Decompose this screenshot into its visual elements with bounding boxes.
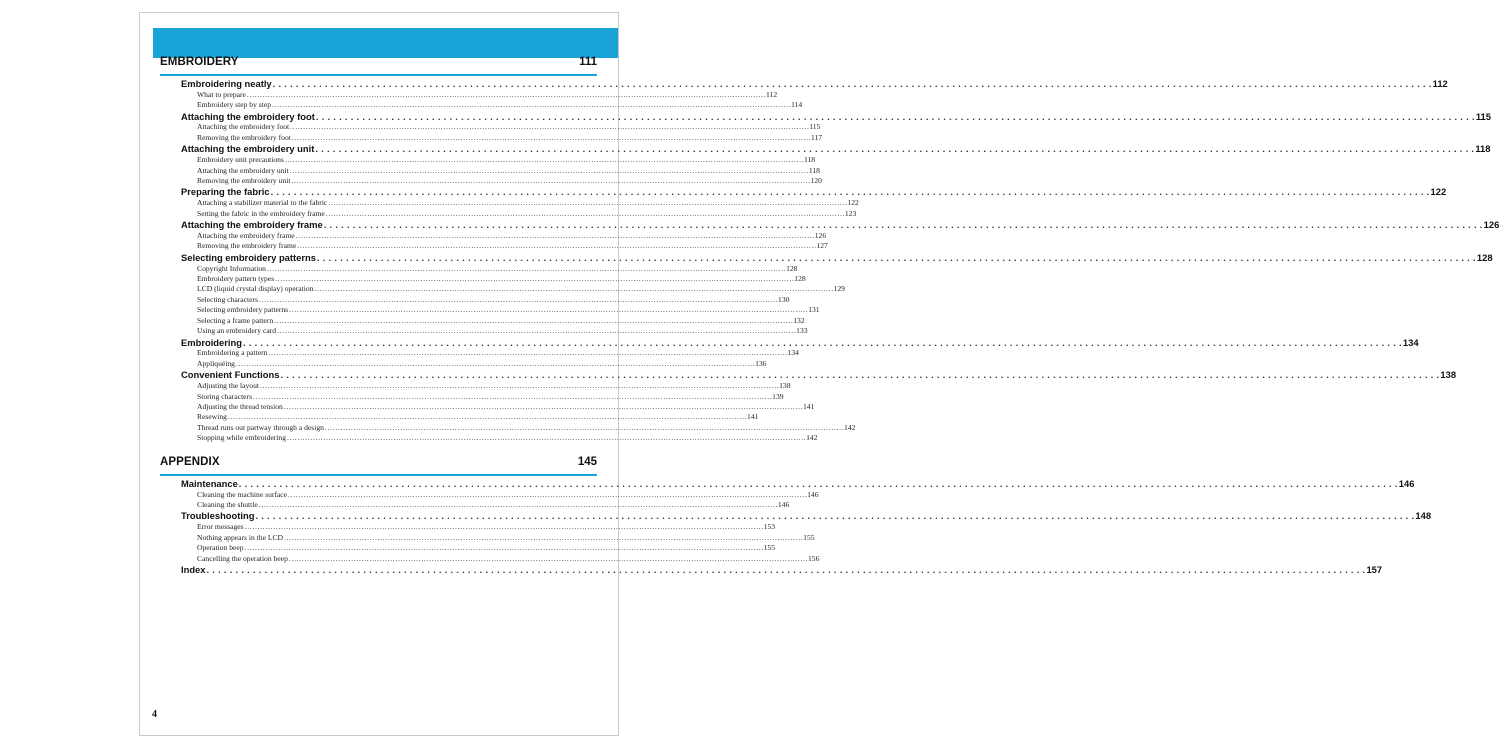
entry-label: Attaching the embroidery frame (181, 219, 323, 231)
entry-page-number: 118 (1475, 143, 1491, 155)
entry-label: Removing the embroidery unit (197, 176, 291, 186)
dot-leader: . . . . . . . . . . . . . . . . . . . . . . . . . . . . . . . . . . . . . . . . . . . . . . . . . . . . . . . . . . . . . . . . . . . . . . . . . . . . . . . . . . . . . . . . . . . . . . . . . . . . . . . . . . . . . . . . . . . . . . . . . . . . . . . . . . . . . . . . . . . . . . . . . . . . . . . . . . . . . . . . . . . . . . . . . . . . . . . . . . . . . . . . . . . . . . . . . . . . . . . . (266, 263, 786, 273)
entry-label: Resewing (197, 412, 227, 422)
entry-label: Embroidering (181, 336, 242, 348)
toc-sub-entry (160, 241, 828, 251)
toc-sub-entry (160, 489, 819, 500)
toc-sub-entry (160, 122, 821, 132)
entry-label: Using an embroidery card (197, 326, 277, 336)
entry-page-number: 136 (755, 358, 767, 368)
entry-page-number: 156 (807, 553, 820, 563)
entry-label: Embroidery pattern types (197, 274, 275, 284)
entry-label: Embroidering a pattern (197, 348, 268, 358)
entry-label: Removing the embroidery frame (197, 241, 297, 251)
entry-page-number: 128 (794, 274, 806, 284)
entry-page-number: 146 (1398, 477, 1415, 489)
dot-leader: . . . . . . . . . . . . . . . . . . . . . . . . . . . . . . . . . . . . . . . . . . . . . . . . . . . . . . . . . . . . . . . . . . . . . . . . . . . . . . . . . . . . . . . . . . . . . . . . . . . . . . . . . . . . . . . . . . . . . . . . . . . . . . . . . . . . . . . . . . . . . . . . . . . . . . . . . . . . . . . . . . . . . . . . . . . . . . . . . . . . . . . . . . . . . . . . . . . . . . . . (268, 348, 787, 358)
dot-leader: . . . . . . . . . . . . . . . . . . . . . . . . . . . . . . . . . . . . . . . . . . . . . . . . . . . . . . . . . . . . . . . . . . . . . . . . . . . . . . . . . . . . . . . . . . . . . . . . . . . . . . . . . . . . . . . . . . . . . . . . . . . . . . . . . . . . . . . . . . . . . . . . . . . . . . . . . . . . . . . . . . . . . . . . . . . . . . . . . . . . . . . . . . . . . . . . . . . . . . . . (323, 219, 1483, 231)
entry-label: LCD (liquid crystal display) operation (197, 284, 314, 294)
entry-label: Attaching the embroidery foot (181, 110, 315, 122)
toc-main-entry (160, 78, 1448, 90)
toc-sub-entry (160, 165, 820, 176)
section-page-number: 111 (579, 56, 597, 68)
entry-label: Maintenance (181, 477, 238, 489)
entry-page-number: 122 (1430, 186, 1447, 198)
entry-page-number: 153 (763, 522, 776, 532)
toc-main-entry (160, 336, 1419, 349)
dot-leader: . . . . . . . . . . . . . . . . . . . . . . . . . . . . . . . . . . . . . . . . . . . . . . . . . . . . . . . . . . . . . . . . . . . . . . . . . . . . . . . . . . . . . . . . . . . . . . . . . . . . . . . . . . . . . . . . . . . . . . . . . . . . . . . . . . . . . . . . . . . . . . . . . . . . . . . . . . . . . . . . . . . . . . . . . . . . . . . . . . . . . . . . . . . . . . . . . . . . . . . . (255, 510, 1415, 522)
entry-label: Removing the embroidery foot (197, 132, 291, 142)
entry-label: Cancelling the operation beep (197, 553, 288, 563)
entry-page-number: 142 (844, 422, 856, 432)
entry-label: Appliquéing (197, 358, 235, 368)
entry-page-number: 123 (844, 208, 857, 218)
toc-sub-entry (160, 433, 818, 443)
section-title: APPENDIX (160, 455, 220, 468)
entry-label: Index (181, 563, 206, 575)
entry-page-number: 114 (791, 100, 803, 110)
dot-leader: . . . . . . . . . . . . . . . . . . . . . . . . . . . . . . . . . . . . . . . . . . . . . . . . . . . . . . . . . . . . . . . . . . . . . . . . . . . . . . . . . . . . . . . . . . . . . . . . . . . . . . . . . . . . . . . . . . . . . . . . . . . . . . . . . . . . . . . . . . . . . . . . . . . . . . . . . . . . . . . . . . . . . . . . . . . . . . . . . . . . . . . . . . . . . . . . . . . . . . . . (316, 251, 1476, 263)
entry-label: Attaching the embroidery frame (197, 230, 295, 240)
toc-main-entry (160, 563, 1383, 576)
dot-leader: . . . . . . . . . . . . . . . . . . . . . . . . . . . . . . . . . . . . . . . . . . . . . . . . . . . . . . . . . . . . . . . . . . . . . . . . . . . . . . . . . . . . . . . . . . . . . . . . . . . . . . . . . . . . . . . . . . . . . . . . . . . . . . . . . . . . . . . . . . . . . . . . . . . . . . . . . . . . . . . . . . . . . . . . . . . . . . . . . . . . . . . . . . . . . . . . . . . . . . . . (314, 284, 833, 294)
entry-label: Selecting a frame pattern (197, 315, 274, 325)
entry-page-number: 148 (1415, 510, 1432, 522)
dot-leader: . . . . . . . . . . . . . . . . . . . . . . . . . . . . . . . . . . . . . . . . . . . . . . . . . . . . . . . . . . . . . . . . . . . . . . . . . . . . . . . . . . . . . . . . . . . . . . . . . . . . . . . . . . . . . . . . . . . . . . . . . . . . . . . . . . . . . . . . . . . . . . . . . . . . . . . . . . . . . . . . . . . . . . . . . . . . . . . . . . . . . . . . . . . . . . . . . . . . . . . . (238, 477, 1398, 489)
entry-page-number: 146 (807, 489, 819, 499)
dot-leader: . . . . . . . . . . . . . . . . . . . . . . . . . . . . . . . . . . . . . . . . . . . . . . . . . . . . . . . . . . . . . . . . . . . . . . . . . . . . . . . . . . . . . . . . . . . . . . . . . . . . . . . . . . . . . . . . . . . . . . . . . . . . . . . . . . . . . . . . . . . . . . . . . . . . . . . . . . . . . . . . . . . . . . . . . . . . . . . . . . . . . . . . . . . . . . . . . . . . . . . . (242, 336, 1402, 348)
entry-label: Stopping while embroidering (197, 433, 287, 443)
entry-page-number: 115 (1475, 110, 1491, 122)
entry-page-number: 128 (1476, 251, 1493, 263)
toc-main-entry (160, 219, 1499, 231)
toc-sub-entry (160, 89, 778, 100)
entry-label: Adjusting the layout (197, 381, 260, 391)
entry-label: What to prepare (197, 89, 246, 99)
toc-sub-entry (160, 208, 857, 219)
entry-label: Selecting characters (197, 294, 258, 304)
dot-leader: . . . . . . . . . . . . . . . . . . . . . . . . . . . . . . . . . . . . . . . . . . . . . . . . . . . . . . . . . . . . . . . . . . . . . . . . . . . . . . . . . . . . . . . . . . . . . . . . . . . . . . . . . . . . . . . . . . . . . . . . . . . . . . . . . . . . . . . . . . . . . . . . . . . . . . . . . . . . . . . . . . . . . . . . . . . . . . . . . . . . . . . . . . . . . . . . . . . . . . . . (289, 305, 808, 315)
entry-label: Convenient Functions (181, 369, 280, 381)
dot-leader: . . . . . . . . . . . . . . . . . . . . . . . . . . . . . . . . . . . . . . . . . . . . . . . . . . . . . . . . . . . . . . . . . . . . . . . . . . . . . . . . . . . . . . . . . . . . . . . . . . . . . . . . . . . . . . . . . . . . . . . . . . . . . . . . . . . . . . . . . . . . . . . . . . . . . . . . . . . . . . . . . . . . . . . . . . . . . . . . . . . . . . . . . . . . . . . . . . . . . . . . (287, 433, 806, 443)
dot-leader: . . . . . . . . . . . . . . . . . . . . . . . . . . . . . . . . . . . . . . . . . . . . . . . . . . . . . . . . . . . . . . . . . . . . . . . . . . . . . . . . . . . . . . . . . . . . . . . . . . . . . . . . . . . . . . . . . . . . . . . . . . . . . . . . . . . . . . . . . . . . . . . . . . . . . . . . . . . . . . . . . . . . . . . . . . . . . . . . . . . . . . . . . . . . . . . . . . . . . . . . (325, 208, 844, 218)
entry-label: Selecting embroidery patterns (197, 305, 289, 315)
entry-page-number: 155 (803, 532, 815, 542)
entry-label: Cleaning the machine surface (197, 489, 288, 499)
dot-leader: . . . . . . . . . . . . . . . . . . . . . . . . . . . . . . . . . . . . . . . . . . . . . . . . . . . . . . . . . . . . . . . . . . . . . . . . . . . . . . . . . . . . . . . . . . . . . . . . . . . . . . . . . . . . . . . . . . . . . . . . . . . . . . . . . . . . . . . . . . . . . . . . . . . . . . . . . . . . . . . . . . . . . . . . . . . . . . . . . . . . . . . . . . . . . . . . . . . . . . . . (258, 499, 777, 509)
header-color-bar (153, 28, 618, 58)
entry-page-number: 134 (787, 348, 799, 358)
entry-page-number: 134 (1402, 336, 1419, 348)
entry-page-number: 131 (808, 305, 820, 315)
entry-label: Preparing the fabric (181, 186, 270, 198)
dot-leader: . . . . . . . . . . . . . . . . . . . . . . . . . . . . . . . . . . . . . . . . . . . . . . . . . . . . . . . . . . . . . . . . . . . . . . . . . . . . . . . . . . . . . . . . . . . . . . . . . . . . . . . . . . . . . . . . . . . . . . . . . . . . . . . . . . . . . . . . . . . . . . . . . . . . . . . . . . . . . . . . . . . . . . . . . . . . . . . . . . . . . . . . . . . . . . . . . . . . . . . . (280, 369, 1440, 381)
entry-label: Nothing appears in the LCD (197, 532, 284, 542)
toc-sub-entry (160, 100, 803, 110)
entry-page-number: 126 (1483, 219, 1499, 231)
entry-label: Thread runs out partway through a design (197, 422, 324, 432)
entry-page-number: 139 (772, 391, 784, 401)
entry-page-number: 112 (766, 89, 778, 99)
toc-main-entry (160, 110, 1491, 123)
section-heading (160, 456, 597, 474)
entry-page-number: 117 (810, 132, 823, 142)
entry-label: Error messages (197, 522, 244, 532)
entry-label: Embroidery step by step (197, 100, 272, 110)
entry-label: Troubleshooting (181, 510, 255, 522)
toc-sub-entry (160, 315, 805, 326)
entry-label: Operation beep (197, 543, 244, 553)
manual-page (139, 12, 1499, 736)
toc-main-entry (160, 369, 1457, 381)
toc-sub-entry (160, 176, 822, 186)
entry-page-number: 118 (808, 165, 820, 175)
dot-leader: . . . . . . . . . . . . . . . . . . . . . . . . . . . . . . . . . . . . . . . . . . . . . . . . . . . . . . . . . . . . . . . . . . . . . . . . . . . . . . . . . . . . . . . . . . . . . . . . . . . . . . . . . . . . . . . . . . . . . . . . . . . . . . . . . . . . . . . . . . . . . . . . . . . . . . . . . . . . . . . . . . . . . . . . . . . . . . . . . . . . . . . . . . . . . . . . . . . . . . . . (295, 230, 814, 240)
toc-sub-entry (160, 294, 790, 305)
toc-sub-entry (160, 230, 827, 241)
toc-main-entry (160, 477, 1415, 490)
entry-label: Storing characters (197, 391, 253, 401)
dot-leader: . . . . . . . . . . . . . . . . . . . . . . . . . . . . . . . . . . . . . . . . . . . . . . . . . . . . . . . . . . . . . . . . . . . . . . . . . . . . . . . . . . . . . . . . . . . . . . . . . . . . . . . . . . . . . . . . . . . . . . . . . . . . . . . . . . . . . . . . . . . . . . . . . . . . . . . . . . . . . . . . . . . . . . . . . . . . . . . . . . . . . . . . . . . . . . . . . . . . . . . . (283, 402, 802, 411)
toc-sub-entry (160, 263, 798, 274)
dot-leader: . . . . . . . . . . . . . . . . . . . . . . . . . . . . . . . . . . . . . . . . . . . . . . . . . . . . . . . . . . . . . . . . . . . . . . . . . . . . . . . . . . . . . . . . . . . . . . . . . . . . . . . . . . . . . . . . . . . . . . . . . . . . . . . . . . . . . . . . . . . . . . . . . . . . . . . . . . . . . . . . . . . . . . . . . . . . . . . . . . . . . . . . . . . . . . . . . . . . . . . . (270, 186, 1430, 198)
toc-sub-entry (160, 553, 820, 564)
entry-label: Attaching the embroidery unit (181, 143, 315, 155)
dot-leader: . . . . . . . . . . . . . . . . . . . . . . . . . . . . . . . . . . . . . . . . . . . . . . . . . . . . . . . . . . . . . . . . . . . . . . . . . . . . . . . . . . . . . . . . . . . . . . . . . . . . . . . . . . . . . . . . . . . . . . . . . . . . . . . . . . . . . . . . . . . . . . . . . . . . . . . . . . . . . . . . . . . . . . . . . . . . . . . . . . . . . . . . . . . . . . . . . . . . . . . . (258, 294, 778, 304)
entry-label: Embroidery unit precautions (197, 155, 284, 165)
toc-sub-entry (160, 381, 791, 391)
dot-leader: . . . . . . . . . . . . . . . . . . . . . . . . . . . . . . . . . . . . . . . . . . . . . . . . . . . . . . . . . . . . . . . . . . . . . . . . . . . . . . . . . . . . . . . . . . . . . . . . . . . . . . . . . . . . . . . . . . . . . . . . . . . . . . . . . . . . . . . . . . . . . . . . . . . . . . . . . . . . . . . . . . . . . . . . . . . . . . . . . . . . . . . . . . . . . . . . . . . . . . . . (328, 198, 847, 208)
entry-page-number: 141 (802, 402, 815, 411)
entry-page-number: 126 (814, 230, 827, 240)
dot-leader: . . . . . . . . . . . . . . . . . . . . . . . . . . . . . . . . . . . . . . . . . . . . . . . . . . . . . . . . . . . . . . . . . . . . . . . . . . . . . . . . . . . . . . . . . . . . . . . . . . . . . . . . . . . . . . . . . . . . . . . . . . . . . . . . . . . . . . . . . . . . . . . . . . . . . . . . . . . . . . . . . . . . . . . . . . . . . . . . . . . . . . . . . . . . . . . . . . . . . . . . (284, 532, 803, 542)
section-title: EMBROIDERY (160, 56, 239, 68)
entry-page-number: 155 (763, 543, 776, 553)
toc-sub-entry (160, 543, 776, 553)
dot-leader: . . . . . . . . . . . . . . . . . . . . . . . . . . . . . . . . . . . . . . . . . . . . . . . . . . . . . . . . . . . . . . . . . . . . . . . . . . . . . . . . . . . . . . . . . . . . . . . . . . . . . . . . . . . . . . . . . . . . . . . . . . . . . . . . . . . . . . . . . . . . . . . . . . . . . . . . . . . . . . . . . . . . . . . . . . . . . . . . . . . . . . . . . . . . . . . . . . . . . . . . (272, 100, 791, 110)
dot-leader: . . . . . . . . . . . . . . . . . . . . . . . . . . . . . . . . . . . . . . . . . . . . . . . . . . . . . . . . . . . . . . . . . . . . . . . . . . . . . . . . . . . . . . . . . . . . . . . . . . . . . . . . . . . . . . . . . . . . . . . . . . . . . . . . . . . . . . . . . . . . . . . . . . . . . . . . . . . . . . . . . . . . . . . . . . . . . . . . . . . . . . . . . . . . . . . . . . . . . . . . (253, 391, 772, 401)
entry-page-number: 141 (747, 412, 759, 422)
toc-sub-entry (160, 155, 816, 165)
dot-leader: . . . . . . . . . . . . . . . . . . . . . . . . . . . . . . . . . . . . . . . . . . . . . . . . . . . . . . . . . . . . . . . . . . . . . . . . . . . . . . . . . . . . . . . . . . . . . . . . . . . . . . . . . . . . . . . . . . . . . . . . . . . . . . . . . . . . . . . . . . . . . . . . . . . . . . . . . . . . . . . . . . . . . . . . . . . . . . . . . . . . . . . . . . . . . . . . . . . . . . . . (227, 412, 747, 422)
toc-sub-entry (160, 412, 759, 422)
toc-sub-entry (160, 132, 823, 143)
dot-leader: . . . . . . . . . . . . . . . . . . . . . . . . . . . . . . . . . . . . . . . . . . . . . . . . . . . . . . . . . . . . . . . . . . . . . . . . . . . . . . . . . . . . . . . . . . . . . . . . . . . . . . . . . . . . . . . . . . . . . . . . . . . . . . . . . . . . . . . . . . . . . . . . . . . . . . . . . . . . . . . . . . . . . . . . . . . . . . . . . . . . . . . . . . . . . . . . . . . . . . . . (274, 315, 793, 325)
entry-page-number: 133 (796, 326, 808, 336)
dot-leader: . . . . . . . . . . . . . . . . . . . . . . . . . . . . . . . . . . . . . . . . . . . . . . . . . . . . . . . . . . . . . . . . . . . . . . . . . . . . . . . . . . . . . . . . . . . . . . . . . . . . . . . . . . . . . . . . . . . . . . . . . . . . . . . . . . . . . . . . . . . . . . . . . . . . . . . . . . . . . . . . . . . . . . . . . . . . . . . . . . . . . . . . . . . . . . . . . . . . . . . . (289, 165, 808, 175)
dot-leader: . . . . . . . . . . . . . . . . . . . . . . . . . . . . . . . . . . . . . . . . . . . . . . . . . . . . . . . . . . . . . . . . . . . . . . . . . . . . . . . . . . . . . . . . . . . . . . . . . . . . . . . . . . . . . . . . . . . . . . . . . . . . . . . . . . . . . . . . . . . . . . . . . . . . . . . . . . . . . . . . . . . . . . . . . . . . . . . . . . . . . . . . . . . . . . . . . . . . . . . . (288, 553, 807, 563)
entry-page-number: 130 (778, 294, 790, 304)
entry-page-number: 122 (847, 198, 859, 208)
dot-leader: . . . . . . . . . . . . . . . . . . . . . . . . . . . . . . . . . . . . . . . . . . . . . . . . . . . . . . . . . . . . . . . . . . . . . . . . . . . . . . . . . . . . . . . . . . . . . . . . . . . . . . . . . . . . . . . . . . . . . . . . . . . . . . . . . . . . . . . . . . . . . . . . . . . . . . . . . . . . . . . . . . . . . . . . . . . . . . . . . . . . . . . . . . . . . . . . . . . . . . . . (272, 78, 1432, 89)
dot-leader: . . . . . . . . . . . . . . . . . . . . . . . . . . . . . . . . . . . . . . . . . . . . . . . . . . . . . . . . . . . . . . . . . . . . . . . . . . . . . . . . . . . . . . . . . . . . . . . . . . . . . . . . . . . . . . . . . . . . . . . . . . . . . . . . . . . . . . . . . . . . . . . . . . . . . . . . . . . . . . . . . . . . . . . . . . . . . . . . . . . . . . . . . . . . . . . . . . . . . . . . (246, 89, 766, 99)
entry-label: Attaching a stabilizer material to the fabric (197, 198, 328, 208)
entry-page-number: 157 (1366, 563, 1383, 575)
toc-sub-entry (160, 274, 806, 284)
entry-page-number: 129 (833, 284, 845, 294)
entry-page-number: 128 (786, 263, 798, 273)
toc-main-entry (160, 186, 1447, 198)
entry-page-number: 120 (810, 176, 822, 186)
entry-label: Adjusting the thread tension (197, 402, 283, 411)
dot-leader: . . . . . . . . . . . . . . . . . . . . . . . . . . . . . . . . . . . . . . . . . . . . . . . . . . . . . . . . . . . . . . . . . . . . . . . . . . . . . . . . . . . . . . . . . . . . . . . . . . . . . . . . . . . . . . . . . . . . . . . . . . . . . . . . . . . . . . . . . . . . . . . . . . . . . . . . . . . . . . . . . . . . . . . . . . . . . . . . . . . . . . . . . . . . . . . . . . . . . . . . (324, 422, 844, 432)
entry-label: Cleaning the shuttle (197, 499, 258, 509)
entry-label: Setting the fabric in the embroidery frame (197, 208, 325, 218)
entry-page-number: 127 (816, 241, 828, 251)
dot-leader: . . . . . . . . . . . . . . . . . . . . . . . . . . . . . . . . . . . . . . . . . . . . . . . . . . . . . . . . . . . . . . . . . . . . . . . . . . . . . . . . . . . . . . . . . . . . . . . . . . . . . . . . . . . . . . . . . . . . . . . . . . . . . . . . . . . . . . . . . . . . . . . . . . . . . . . . . . . . . . . . . . . . . . . . . . . . . . . . . . . . . . . . . . . . . . . . . . . . . . . . (244, 543, 763, 553)
dot-leader: . . . . . . . . . . . . . . . . . . . . . . . . . . . . . . . . . . . . . . . . . . . . . . . . . . . . . . . . . . . . . . . . . . . . . . . . . . . . . . . . . . . . . . . . . . . . . . . . . . . . . . . . . . . . . . . . . . . . . . . . . . . . . . . . . . . . . . . . . . . . . . . . . . . . . . . . . . . . . . . . . . . . . . . . . . . . . . . . . . . . . . . . . . . . . . . . . . . . . . . . (275, 274, 794, 284)
dot-leader: . . . . . . . . . . . . . . . . . . . . . . . . . . . . . . . . . . . . . . . . . . . . . . . . . . . . . . . . . . . . . . . . . . . . . . . . . . . . . . . . . . . . . . . . . . . . . . . . . . . . . . . . . . . . . . . . . . . . . . . . . . . . . . . . . . . . . . . . . . . . . . . . . . . . . . . . . . . . . . . . . . . . . . . . . . . . . . . . . . . . . . . . . . . . . . . . . . . . . . . . (260, 381, 779, 391)
dot-leader: . . . . . . . . . . . . . . . . . . . . . . . . . . . . . . . . . . . . . . . . . . . . . . . . . . . . . . . . . . . . . . . . . . . . . . . . . . . . . . . . . . . . . . . . . . . . . . . . . . . . . . . . . . . . . . . . . . . . . . . . . . . . . . . . . . . . . . . . . . . . . . . . . . . . . . . . . . . . . . . . . . . . . . . . . . . . . . . . . . . . . . . . . . . . . . . . . . . . . . . . (284, 155, 803, 165)
toc-sub-entry (160, 326, 808, 336)
toc-main-entry (160, 510, 1432, 522)
dot-leader: . . . . . . . . . . . . . . . . . . . . . . . . . . . . . . . . . . . . . . . . . . . . . . . . . . . . . . . . . . . . . . . . . . . . . . . . . . . . . . . . . . . . . . . . . . . . . . . . . . . . . . . . . . . . . . . . . . . . . . . . . . . . . . . . . . . . . . . . . . . . . . . . . . . . . . . . . . . . . . . . . . . . . . . . . . . . . . . . . . . . . . . . . . . . . . . . . . . . . . . . (291, 176, 810, 186)
toc-sub-entry (160, 305, 820, 315)
table-of-contents (160, 56, 1499, 576)
entry-page-number: 118 (803, 155, 816, 165)
dot-leader: . . . . . . . . . . . . . . . . . . . . . . . . . . . . . . . . . . . . . . . . . . . . . . . . . . . . . . . . . . . . . . . . . . . . . . . . . . . . . . . . . . . . . . . . . . . . . . . . . . . . . . . . . . . . . . . . . . . . . . . . . . . . . . . . . . . . . . . . . . . . . . . . . . . . . . . . . . . . . . . . . . . . . . . . . . . . . . . . . . . . . . . . . . . . . . . . . . . . . . . . (235, 358, 755, 368)
entry-label: Copyright Information (197, 263, 266, 273)
entry-page-number: 142 (806, 433, 818, 443)
toc-sub-entry (160, 422, 856, 433)
dot-leader: . . . . . . . . . . . . . . . . . . . . . . . . . . . . . . . . . . . . . . . . . . . . . . . . . . . . . . . . . . . . . . . . . . . . . . . . . . . . . . . . . . . . . . . . . . . . . . . . . . . . . . . . . . . . . . . . . . . . . . . . . . . . . . . . . . . . . . . . . . . . . . . . . . . . . . . . . . . . . . . . . . . . . . . . . . . . . . . . . . . . . . . . . . . . . . . . . . . . . . . . (244, 522, 763, 532)
section-heading (160, 56, 597, 74)
entry-page-number: 132 (793, 315, 805, 325)
section-divider (160, 74, 597, 76)
toc-sub-entry (160, 522, 776, 532)
toc-main-entry (160, 143, 1491, 155)
toc-sub-entry (160, 358, 767, 369)
entry-page-number: 138 (779, 381, 791, 391)
section-page-number: 145 (577, 455, 597, 468)
toc-sub-entry (160, 284, 845, 294)
dot-leader: . . . . . . . . . . . . . . . . . . . . . . . . . . . . . . . . . . . . . . . . . . . . . . . . . . . . . . . . . . . . . . . . . . . . . . . . . . . . . . . . . . . . . . . . . . . . . . . . . . . . . . . . . . . . . . . . . . . . . . . . . . . . . . . . . . . . . . . . . . . . . . . . . . . . . . . . . . . . . . . . . . . . . . . . . . . . . . . . . . . . . . . . . . . . . . . . . . . . . . . . (290, 122, 809, 132)
entry-label: Embroidering neatly (181, 78, 272, 89)
dot-leader: . . . . . . . . . . . . . . . . . . . . . . . . . . . . . . . . . . . . . . . . . . . . . . . . . . . . . . . . . . . . . . . . . . . . . . . . . . . . . . . . . . . . . . . . . . . . . . . . . . . . . . . . . . . . . . . . . . . . . . . . . . . . . . . . . . . . . . . . . . . . . . . . . . . . . . . . . . . . . . . . . . . . . . . . . . . . . . . . . . . . . . . . . . . . . . . . . . . . . . . . (291, 132, 810, 142)
dot-leader: . . . . . . . . . . . . . . . . . . . . . . . . . . . . . . . . . . . . . . . . . . . . . . . . . . . . . . . . . . . . . . . . . . . . . . . . . . . . . . . . . . . . . . . . . . . . . . . . . . . . . . . . . . . . . . . . . . . . . . . . . . . . . . . . . . . . . . . . . . . . . . . . . . . . . . . . . . . . . . . . . . . . . . . . . . . . . . . . . . . . . . . . . . . . . . . . . . . . . . . . (315, 110, 1475, 122)
dot-leader: . . . . . . . . . . . . . . . . . . . . . . . . . . . . . . . . . . . . . . . . . . . . . . . . . . . . . . . . . . . . . . . . . . . . . . . . . . . . . . . . . . . . . . . . . . . . . . . . . . . . . . . . . . . . . . . . . . . . . . . . . . . . . . . . . . . . . . . . . . . . . . . . . . . . . . . . . . . . . . . . . . . . . . . . . . . . . . . . . . . . . . . . . . . . . . . . . . . . . . . . (288, 489, 807, 499)
toc-sub-entry (160, 391, 784, 402)
toc-sub-entry (160, 532, 815, 543)
toc-main-entry (160, 251, 1493, 264)
toc-sub-entry (160, 348, 799, 358)
entry-label: Attaching the embroidery foot (197, 122, 290, 132)
entry-label: Attaching the embroidery unit (197, 165, 289, 175)
page-number: 4 (152, 709, 157, 720)
entry-page-number: 138 (1440, 369, 1457, 381)
section-divider (160, 474, 597, 476)
entry-page-number: 112 (1432, 78, 1448, 89)
entry-page-number: 146 (777, 499, 790, 509)
dot-leader: . . . . . . . . . . . . . . . . . . . . . . . . . . . . . . . . . . . . . . . . . . . . . . . . . . . . . . . . . . . . . . . . . . . . . . . . . . . . . . . . . . . . . . . . . . . . . . . . . . . . . . . . . . . . . . . . . . . . . . . . . . . . . . . . . . . . . . . . . . . . . . . . . . . . . . . . . . . . . . . . . . . . . . . . . . . . . . . . . . . . . . . . . . . . . . . . . . . . . . . . (277, 326, 796, 336)
dot-leader: . . . . . . . . . . . . . . . . . . . . . . . . . . . . . . . . . . . . . . . . . . . . . . . . . . . . . . . . . . . . . . . . . . . . . . . . . . . . . . . . . . . . . . . . . . . . . . . . . . . . . . . . . . . . . . . . . . . . . . . . . . . . . . . . . . . . . . . . . . . . . . . . . . . . . . . . . . . . . . . . . . . . . . . . . . . . . . . . . . . . . . . . . . . . . . . . . . . . . . . . (315, 143, 1475, 155)
toc-sub-entry (160, 499, 790, 510)
entry-label: Selecting embroidery patterns (181, 251, 316, 263)
toc-sub-entry (160, 402, 815, 412)
section-gap (160, 444, 597, 456)
dot-leader: . . . . . . . . . . . . . . . . . . . . . . . . . . . . . . . . . . . . . . . . . . . . . . . . . . . . . . . . . . . . . . . . . . . . . . . . . . . . . . . . . . . . . . . . . . . . . . . . . . . . . . . . . . . . . . . . . . . . . . . . . . . . . . . . . . . . . . . . . . . . . . . . . . . . . . . . . . . . . . . . . . . . . . . . . . . . . . . . . . . . . . . . . . . . . . . . . . . . . . . . (297, 241, 816, 251)
toc-sub-entry (160, 198, 859, 208)
entry-page-number: 115 (809, 122, 821, 132)
dot-leader: . . . . . . . . . . . . . . . . . . . . . . . . . . . . . . . . . . . . . . . . . . . . . . . . . . . . . . . . . . . . . . . . . . . . . . . . . . . . . . . . . . . . . . . . . . . . . . . . . . . . . . . . . . . . . . . . . . . . . . . . . . . . . . . . . . . . . . . . . . . . . . . . . . . . . . . . . . . . . . . . . . . . . . . . . . . . . . . . . . . . . . . . . . . . . . . . . . . . . . . . (206, 563, 1366, 575)
